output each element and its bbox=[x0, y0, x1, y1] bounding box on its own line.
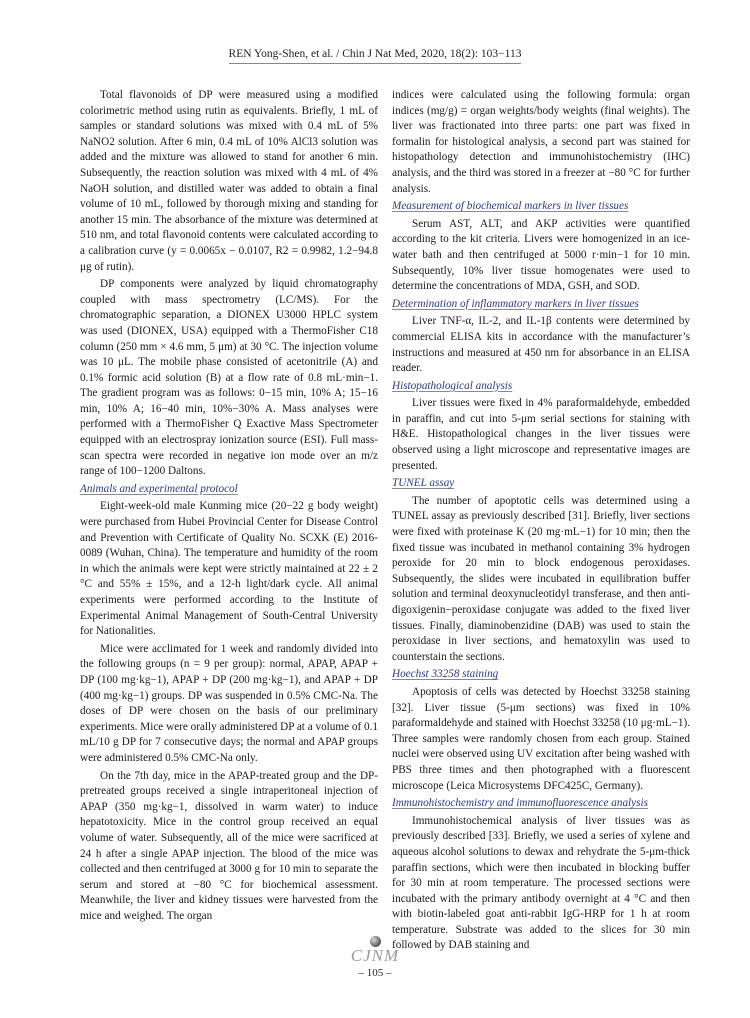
paragraph-apap-injection: On the 7th day, mice in the APAP-treated group and the DP-pretreated groups received a single intraperitoneal injection of APAP (350 mg·kg−1, dissolved in warm water) to induce hepatotoxicity. Mice in the control group received an equal volume of water. Subsequently, all of the mice were sacrificed at 24 h after a single APAP injection. The blood of the mice was collected and then centrifuged at 3000 g for 10 min to separate the serum and stored at −80 °C for biochemical assessment. Meanwhile, the liver and kidney tissues were harvested from the mice and weighed. The organ bbox=[80, 769, 378, 922]
paragraph-hoechst: Apoptosis of cells was detected by Hoechst 33258 staining [32]. Liver tissue (5-μm sections) was fixed in 10% paraformaldehyde and stained with Hoechst 33258 (10 μg·mL−1). Three samples were randomly chosen from each group. Stained nuclei were observed using UV excitation after being washed with PBS three times and then photographed with a fluorescent microscope (Leica Microsystems DFC425C, Germany). bbox=[392, 685, 690, 792]
paragraph-biochemical: Serum AST, ALT, and AKP activities were quantified according to the kit criteria. Livers were homogenized in an ice-water bath and then centrifuged at 5000 r·min−1 for 10 min. Subsequently, 10% liver tissue homogenates were used to determine the concentrations of MDA, GSH, and SOD. bbox=[392, 217, 690, 293]
section-heading-ihc: Immunohistochemistry and immunofluorescence analysis bbox=[392, 797, 648, 810]
paragraph-ihc: Immunohistochemical analysis of liver tissues was as previously described [33]. Briefly, we used a series of xylene and aqueous alcohol solutions to dewax and rehydrate the 5-μm-thick paraffin sections, which were then incubated in blocking buffer for 30 min at room temperature. The processed sections were incubated with the primary antibody overnight at 4 °C and then with biotin-labeled goat anti-rabbit IgG-HRP for 1 h at room temperature. Substrate was added to the slices for 30 min followed by DAB staining and bbox=[392, 814, 690, 952]
paragraph-lcms: DP components were analyzed by liquid chromatography coupled with mass spectrometry (LC/MS). For the chromatographic separation, a DIONEX U3000 HPLC system was used (DIONEX, USA) equipped with a ThermoFisher C18 column (250 mm × 4.6 mm, 5 μm) at 30 °C. The injection volume was 10 μL. The mobile phase consisted of acetonitrile (A) and 0.1% formic acid solution (B) at a flow rate of 0.8 mL·min−1. The gradient program was as follows: 0−15 min, 10% A; 15−16 min, 10% A; 16−40 min, 10%−30% A. Mass analyses were performed with a ThermoFisher Q Exactive Mass Spectrometer equipped with an electrospray ionization source (ESI). Full mass-scan spectra were recorded in negative ion mode over an m/z range of 100−1200 Daltons. bbox=[80, 278, 378, 478]
paragraph-organ-indices: indices were calculated using the following formula: organ indices (mg/g) = organ weights/body weights (final weights). The liver was fractionated into three parts: one part was fixed in formalin for histological analysis, a second part was stained for histopathology detection and immunohistochemistry (IHC) analysis, and the third was stored in a freezer at −80 °C for further analysis. bbox=[392, 89, 690, 195]
section-heading-histopathology: Histopathological analysis bbox=[392, 379, 513, 392]
section-heading-tunel: TUNEL assay bbox=[392, 477, 455, 490]
left-column bbox=[80, 88, 378, 926]
paragraph-histopathology: Liver tissues were fixed in 4% paraformaldehyde, embedded in paraffin, and cut into 5-μm serial sections for staining with H&E. Histopathological changes in the liver tissues were observed using a light microscope and representative images are presented. bbox=[392, 397, 690, 472]
right-column bbox=[392, 88, 690, 956]
running-head-text: REN Yong-Shen, et al. / Chin J Nat Med, 2020, 18(2): 103−113 bbox=[229, 48, 522, 64]
paragraph-inflammatory: Liver TNF-α, IL-2, and IL-1β contents were determined by commercial ELISA kits in accordance with the manufacturer’s instructions and measured at 450 nm for absorbance in an ELISA reader. bbox=[392, 315, 690, 375]
page-footer bbox=[0, 936, 750, 979]
section-heading-inflammatory: Determination of inflammatory markers in liver tissues bbox=[392, 297, 639, 310]
page-number: – 105 – bbox=[358, 967, 392, 979]
running-head bbox=[0, 48, 750, 60]
section-heading-hoechst: Hoechst 33258 staining bbox=[392, 668, 499, 681]
section-heading-biochemical: Measurement of biochemical markers in liver tissues bbox=[392, 200, 629, 213]
paragraph-groups: Mice were acclimated for 1 week and randomly divided into the following groups (n = 9 per group): normal, APAP, APAP + DP (100 mg·kg−1), APAP + DP (200 mg·kg−1), and APAP + DP (400 mg·kg−1) groups. DP was suspended in 0.5% CMC-Na. The doses of DP were chosen on the basis of our preliminary experiments. Mice were orally administered DP at a volume of 0.1 mL/10 g DP for 7 consecutive days; the normal and APAP groups were administered 0.5% CMC-Na only. bbox=[80, 642, 378, 764]
paragraph-total-flavonoids: Total flavonoids of DP were measured using a modified colorimetric method using rutin as equivalents. Briefly, 1 mL of samples or standard solutions was mixed with 0.4 mL of 5% NaNO2 solution. After 6 min, 0.4 mL of 10% AlCl3 solution was added and the mixture was allowed to stand for another 6 min. Subsequently, the reaction solution was mixed with 4 mL of 4% NaOH solution, and distilled water was added to obtain a final volume of 10 mL, followed by thorough mixing and standing for another 15 min. The absorbance of the mixture was determined at 510 nm, and total flavonoid contents were calculated according to a calibration curve (y = 0.0065x − 0.0107, R2 = 0.9982, 1.2−94.8 μg of rutin). bbox=[80, 89, 378, 273]
journal-logo-text: CJNM bbox=[350, 946, 400, 965]
paragraph-tunel: The number of apoptotic cells was determined using a TUNEL assay as previously described [31]. Briefly, liver sections were fixed with proteinase K (20 mg·mL−1) for 10 min; then the fixed tissue was incubated in methanol containing 3% hydrogen peroxide for 20 min to block endogenous peroxidases. Subsequently, the slides were incubated in equilibration buffer solution and terminal deoxynucleotidyl transferase, and then anti-digoxigenin−peroxidase conjugate was added to the fixed liver tissues. Finally, diaminobenzidine (DAB) was used to stain the peroxidase in liver sections, and hematoxylin was used to counterstain the sections. bbox=[392, 494, 690, 663]
paragraph-mice-source: Eight-week-old male Kunming mice (20−22 g body weight) were purchased from Hubei Provincial Center for Disease Control and Prevention with Certificate of Quality No. SCXK (E) 2016-0089 (Wuhan, China). The temperature and humidity of the room in which the animals were kept were strictly maintained at 22 ± 2 °C and 55% ± 15%, and a 12-h light/dark cycle. All animal experiments were performed according to the Institute of Experimental Animal Management of South-Central University for Nationalities. bbox=[80, 500, 378, 638]
section-heading-animals: Animals and experimental protocol bbox=[80, 482, 238, 495]
